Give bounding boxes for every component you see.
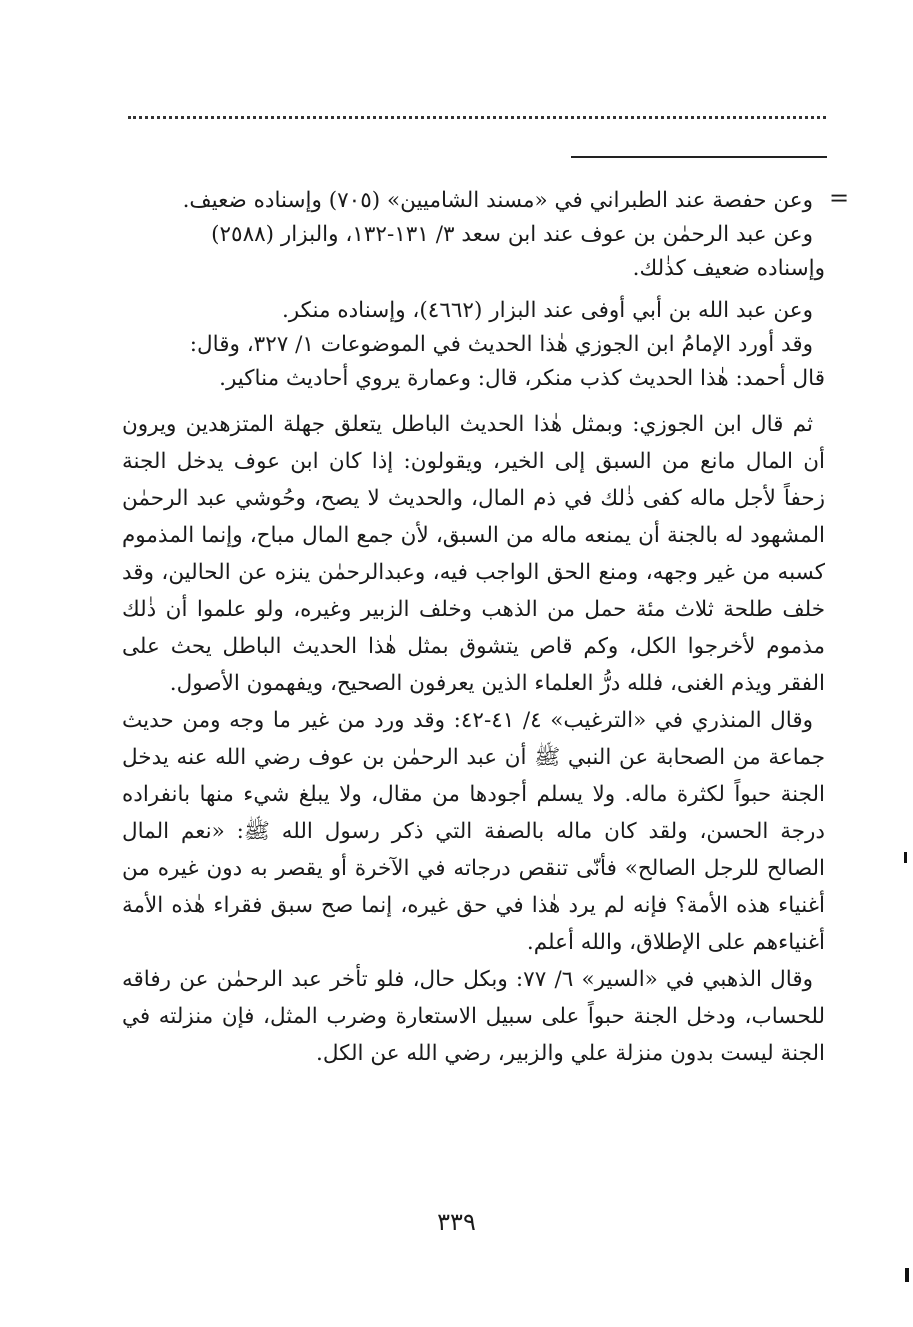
footnote-line: وعن عبد الرحمٰن بن عوف عند ابن سعد ٣/ ١٣١-١٣٢، والبزار (٢٥٨٨): [211, 222, 813, 247]
dotted-separator: [128, 116, 826, 119]
margin-mark: [905, 1268, 909, 1282]
page-number: ٣٣٩: [437, 1208, 476, 1236]
footnote-paragraph: وقال المنذري في «الترغيب» ٤/ ٤١-٤٢: وقد ورد من غير ما وجه ومن حديث جماعة من الصحابة عن النبي ﷺ أن عبد الرحمٰن بن عوف رضي الله عنه يدخل الجنة حبواً لكثرة ماله. ولا يسلم أجودها من مقال، ولا يبلغ شيء منها بانفراده درجة الحسن، ولقد كان ماله بالصفة التي ذكر رسول الله ﷺ: «نعم المال الصالح للرجل الصالح» فأنّى تنقص درجاته في الآخرة أو يقصر به دون غيره من أغنياء هذه الأمة؟ فإنه لم يرد هٰذا في حق غيره، إنما صح سبق فقراء هٰذه الأمة أغنياءهم على الإطلاق، والله أعلم.: [122, 708, 825, 955]
footnote-line: قال أحمد: هٰذا الحديث كذب منكر، قال: وعمارة يروي أحاديث مناكير.: [219, 366, 825, 391]
footnote-line: وقد أورد الإمامُ ابن الجوزي هٰذا الحديث في الموضوعات ١/ ٣٢٧، وقال:: [189, 332, 813, 357]
footnote-line: وإسناده ضعيف كذٰلك.: [632, 256, 825, 281]
margin-mark: [904, 852, 907, 863]
footnote-rule: [571, 156, 827, 158]
footnote-text: [122, 184, 825, 1072]
continuation-mark: =: [829, 184, 850, 212]
footnote-line: وعن حفصة عند الطبراني في «مسند الشاميين» (٧٠٥) وإسناده ضعيف.: [182, 188, 813, 213]
footnote-paragraph: وقال الذهبي في «السير» ٦/ ٧٧: وبكل حال، فلو تأخر عبد الرحمٰن عن رفاقه للحساب، ودخل الجنة حبواً على سبيل الاستعارة وضرب المثل، فإن منزلته في الجنة ليست بدون منزلة علي والزبير، رضي الله عن الكل.: [122, 967, 825, 1066]
footnote-line: وعن عبد الله بن أبي أوفى عند البزار (٤٦٦٢)، وإسناده منكر.: [281, 298, 813, 323]
footnote-paragraph: ثم قال ابن الجوزي: وبمثل هٰذا الحديث الباطل يتعلق جهلة المتزهدين ويرون أن المال مانع من السبق إلى الخير، ويقولون: إذا كان ابن عوف يدخل الجنة زحفاً لأجل ماله كفى ذٰلك في ذم المال، والحديث لا يصح، وحُوشي عبد الرحمٰن المشهود له بالجنة أن يمنعه ماله من السبق، لأن جمع المال مباح، وإنما المذموم كسبه من غير وجهه، ومنع الحق الواجب فيه، وعبدالرحمٰن ينزه عن الحالين، وقد خلف طلحة ثلاث مئة حمل من الذهب وخلف الزبير وغيره، ولو علموا أن ذٰلك مذموم لأخرجوا الكل، وكم قاص يتشوق بمثل هٰذا الحديث الباطل يحث على الفقر ويذم الغنى، فلله درُّ العلماء الذين يعرفون الصحيح، ويفهمون الأصول.: [122, 412, 825, 696]
